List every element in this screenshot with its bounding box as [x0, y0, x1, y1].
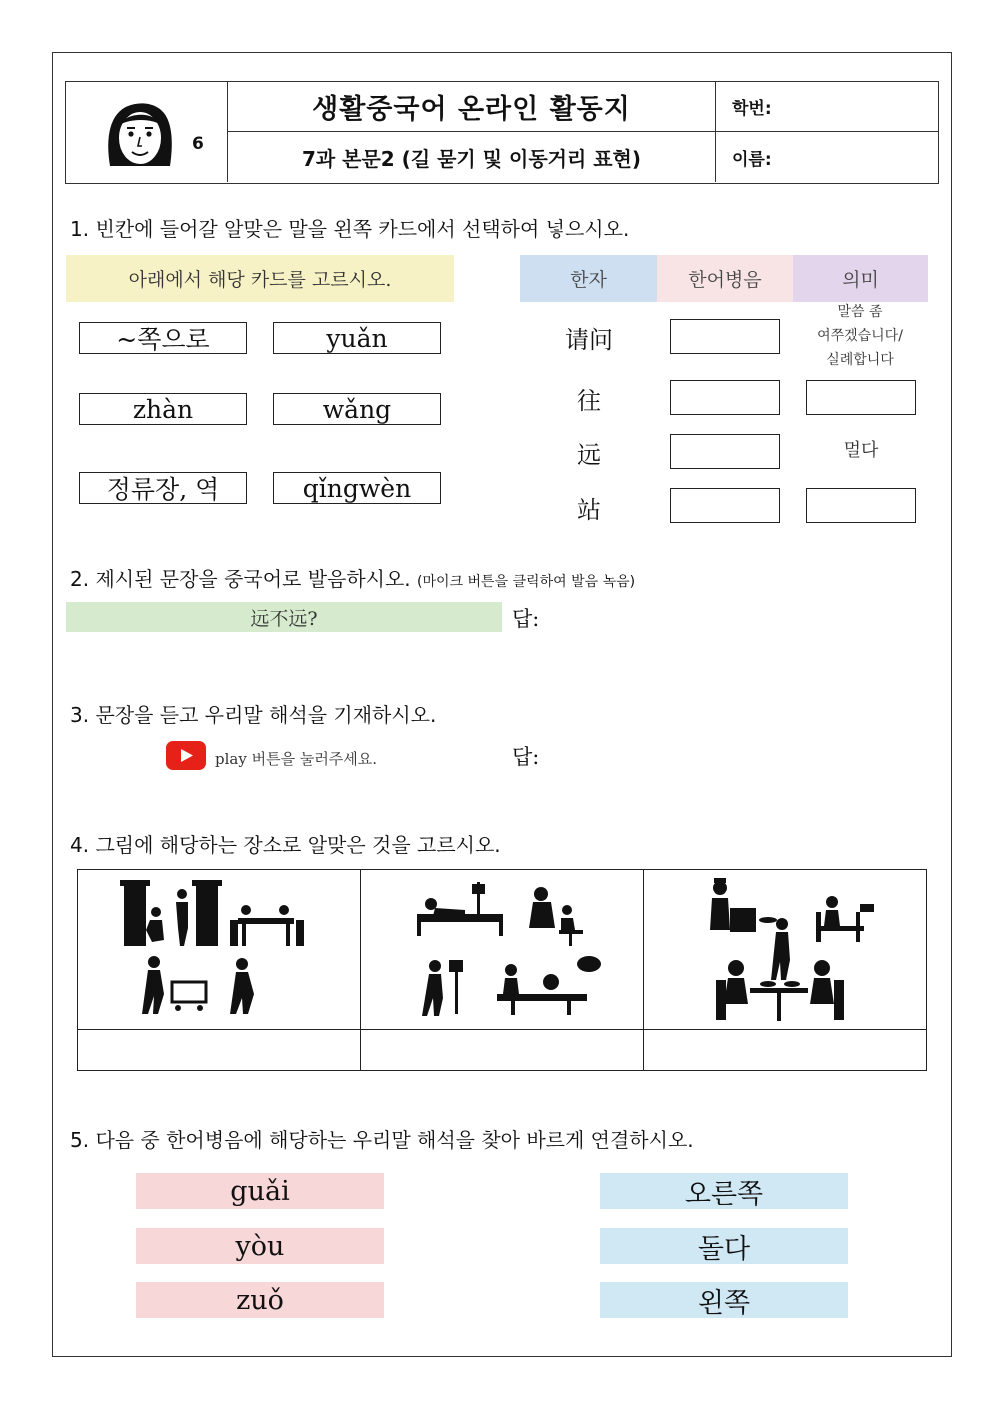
- q2-answer-label: 답:: [512, 607, 540, 631]
- picture-table: [77, 869, 927, 1071]
- meaning-answer-box-4[interactable]: [806, 488, 916, 523]
- answer-cell-2[interactable]: [361, 1030, 644, 1070]
- hanzi-wang: 往: [577, 387, 601, 415]
- worksheet-subtitle: 7과 본문2 (길 묻기 및 이동거리 표현): [228, 132, 716, 182]
- q3-prompt: 3. 문장을 듣고 우리말 해석을 기재하시오.: [70, 703, 437, 727]
- hanzi-zhan: 站: [577, 496, 601, 524]
- worksheet-title: 생활중국어 온라인 활동지: [228, 82, 716, 132]
- hanzi-qingwen: 请问: [565, 326, 613, 354]
- card-station[interactable]: 정류장, 역: [79, 472, 247, 504]
- meaning-qingwen: 말씀 좀 여쭈겠습니다/ 실례합니다: [817, 304, 903, 368]
- pinyin-answer-box-1[interactable]: [670, 319, 780, 354]
- pinyin-zuo[interactable]: zuǒ: [136, 1282, 384, 1318]
- pinyin-answer-box-3[interactable]: [670, 434, 780, 469]
- pinyin-answer-box-4[interactable]: [670, 488, 780, 523]
- q2-sentence: 远不远?: [66, 602, 502, 632]
- column-hanzi: 한자: [520, 255, 657, 302]
- korean-right[interactable]: 오른쪽: [600, 1173, 848, 1209]
- pinyin-guai[interactable]: guǎi: [136, 1173, 384, 1209]
- picture-cell-restaurant: [644, 870, 926, 1030]
- station-pictogram-icon: [78, 870, 361, 1030]
- play-hint: play 버튼을 눌러주세요.: [215, 750, 378, 768]
- korean-turn[interactable]: 돌다: [600, 1228, 848, 1264]
- picture-cell-station: [78, 870, 361, 1030]
- avatar-cell: [66, 82, 228, 182]
- column-meaning: 의미: [793, 255, 928, 302]
- student-name-label[interactable]: 이름:: [732, 149, 772, 170]
- meaning-yuan: 멀다: [843, 440, 879, 461]
- q1-banner: 아래에서 해당 카드를 고르시오.: [66, 255, 454, 302]
- avatar-face-icon: [66, 82, 228, 182]
- card-zhan[interactable]: zhàn: [79, 393, 247, 425]
- meaning-answer-box-2[interactable]: [806, 380, 916, 415]
- q5-prompt: 5. 다음 중 한어병음에 해당하는 우리말 해석을 찾아 바르게 연결하시오.: [70, 1128, 694, 1152]
- card-qingwen[interactable]: qǐngwèn: [273, 472, 441, 504]
- card-yuan[interactable]: yuǎn: [273, 322, 441, 354]
- q3-answer-label: 답:: [512, 745, 540, 769]
- hanzi-yuan: 远: [577, 441, 601, 469]
- pinyin-you[interactable]: yòu: [136, 1228, 384, 1264]
- card-wang[interactable]: wǎng: [273, 393, 441, 425]
- korean-left[interactable]: 왼쪽: [600, 1282, 848, 1318]
- q1-prompt: 1. 빈칸에 들어갈 알맞은 말을 왼쪽 카드에서 선택하여 넣으시오.: [70, 217, 630, 241]
- q2-prompt: 2. 제시된 문장을 중국어로 발음하시오. (마이크 버튼을 클릭하여 발음 녹음): [70, 567, 636, 591]
- picture-cell-hospital: [361, 870, 644, 1030]
- card-direction[interactable]: ~쪽으로: [79, 322, 247, 354]
- column-pinyin: 한어병음: [657, 255, 793, 302]
- youtube-play-icon[interactable]: [166, 741, 206, 770]
- hospital-pictogram-icon: [361, 870, 644, 1030]
- avatar-mark: 6: [192, 134, 204, 154]
- restaurant-pictogram-icon: [644, 870, 926, 1030]
- header-table: [65, 81, 939, 184]
- pinyin-answer-box-2[interactable]: [670, 380, 780, 415]
- q2-prompt-note: (마이크 버튼을 클릭하여 발음 녹음): [417, 574, 636, 590]
- q4-prompt: 4. 그림에 해당하는 장소로 알맞은 것을 고르시오.: [70, 833, 501, 857]
- answer-cell-3[interactable]: [644, 1030, 926, 1070]
- answer-cell-1[interactable]: [78, 1030, 361, 1070]
- student-id-label[interactable]: 학번:: [716, 82, 938, 132]
